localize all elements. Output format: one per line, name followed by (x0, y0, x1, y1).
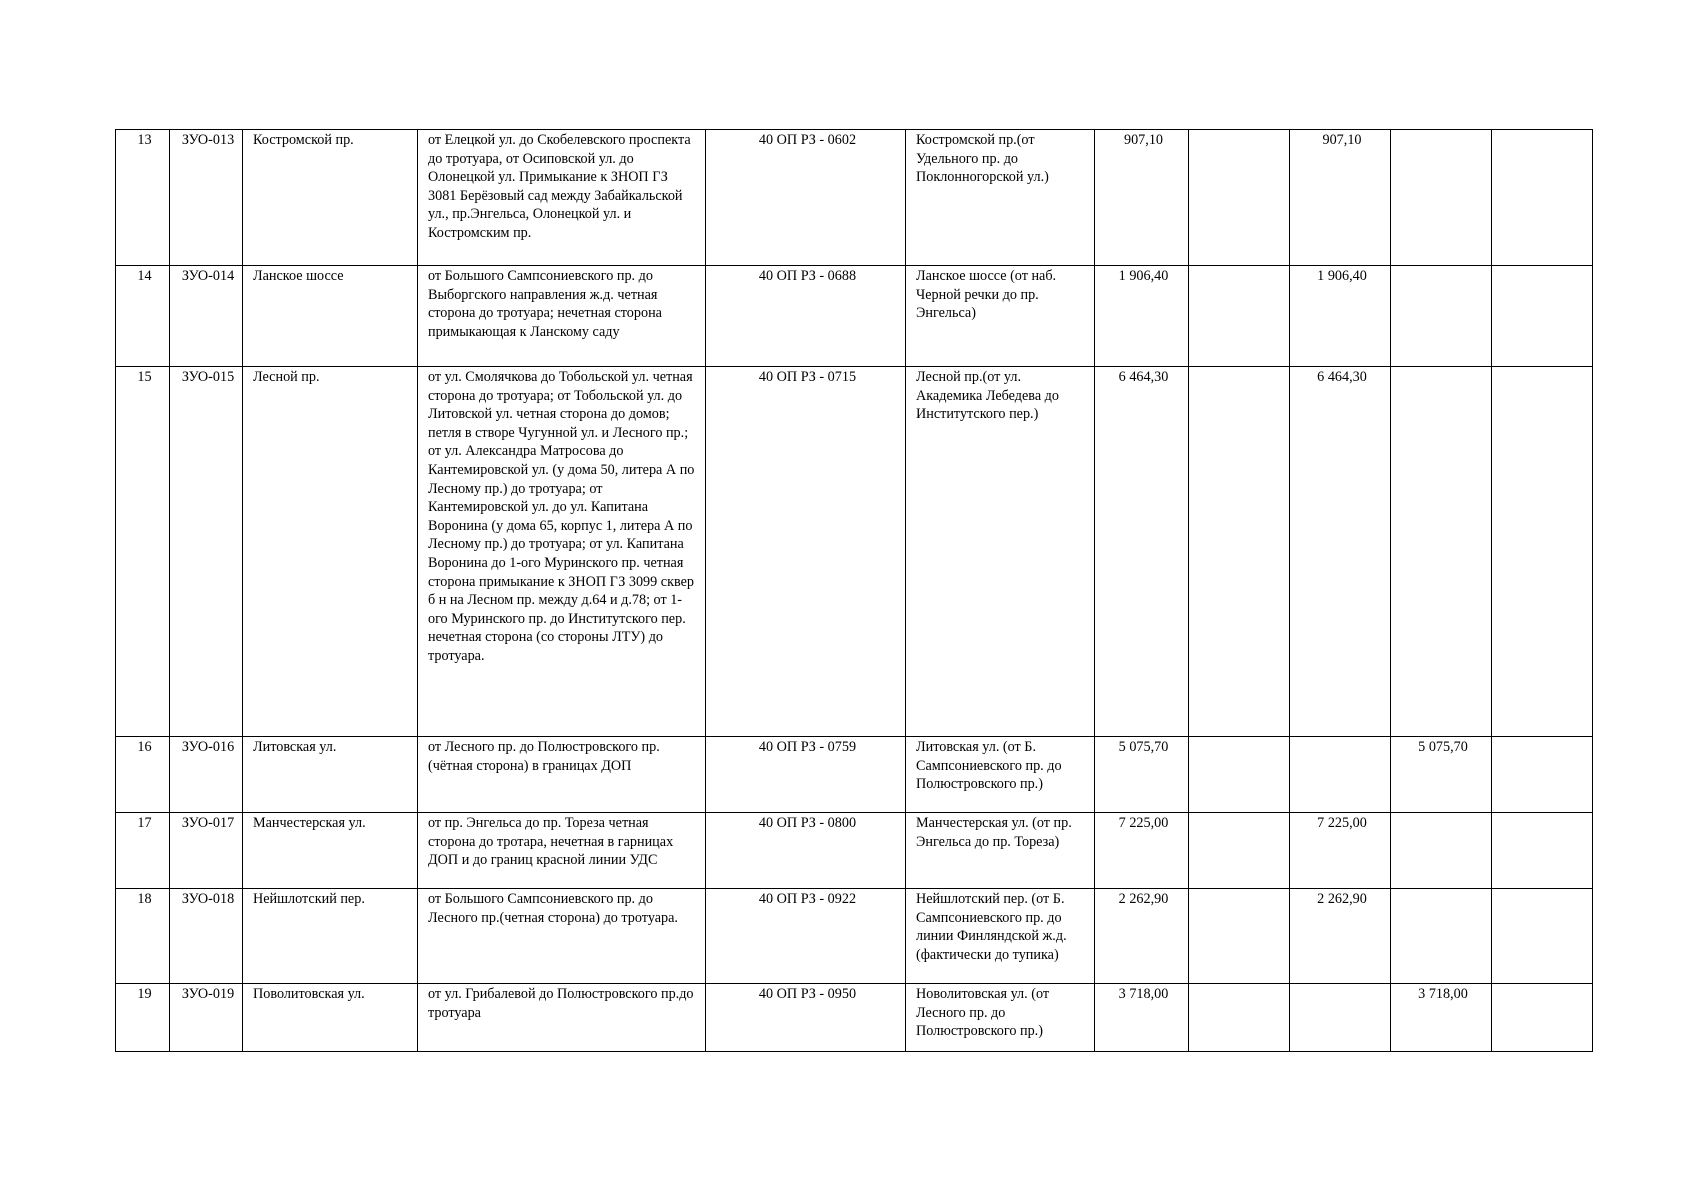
street-name-cell: Поволитовская ул. (243, 984, 418, 1052)
value-column-4-cell (1492, 813, 1593, 889)
length-cell: 3 718,00 (1095, 984, 1189, 1052)
street-name-cell: Лесной пр. (243, 367, 418, 737)
value-column-2-cell (1290, 984, 1391, 1052)
registry-number-cell: 40 ОП РЗ - 0950 (706, 984, 906, 1052)
value-column-3-cell: 3 718,00 (1391, 984, 1492, 1052)
length-cell: 2 262,90 (1095, 889, 1189, 984)
value-column-1-cell (1189, 130, 1290, 266)
registry-road-name-cell: Костромской пр.(от Удельного пр. до Поклонногорской ул.) (906, 130, 1095, 266)
row-number-cell: 14 (116, 266, 170, 367)
table-body (116, 130, 1593, 1052)
registry-road-name-cell: Ланское шоссе (от наб. Черной речки до пр. Энгельса) (906, 266, 1095, 367)
registry-number-cell: 40 ОП РЗ - 0922 (706, 889, 906, 984)
registry-number-cell: 40 ОП РЗ - 0688 (706, 266, 906, 367)
value-column-4-cell (1492, 737, 1593, 813)
object-code-cell: ЗУО-018 (170, 889, 243, 984)
value-column-2-cell (1290, 737, 1391, 813)
value-column-2-cell: 907,10 (1290, 130, 1391, 266)
value-column-2-cell: 2 262,90 (1290, 889, 1391, 984)
object-code-cell: ЗУО-017 (170, 813, 243, 889)
table-row (116, 367, 1593, 737)
section-description-cell: от пр. Энгельса до пр. Тореза четная сторона до тротара, нечетная в гарницах ДОП и до границ красной линии УДС (418, 813, 706, 889)
value-column-4-cell (1492, 266, 1593, 367)
registry-road-name-cell: Новолитовская ул. (от Лесного пр. до Полюстровского пр.) (906, 984, 1095, 1052)
section-description-cell: от ул. Смолячкова до Тобольской ул. четная сторона до тротуара; от Тобольской ул. до Литовской ул. четная сторона до домов; петля в створе Чугунной ул. и Лесного пр.; от ул. Александра Матросова до Кантемировской ул. (у дома 50, литера А по Лесному пр.) до тротуара; от Кантемировской ул. до ул. Капитана Воронина (у дома 65, корпус 1, литера А по Лесному пр.) до тротуара; от ул. Капитана Воронина до 1-ого Муринского пр. четная сторона примыкание к ЗНОП ГЗ 3099 сквер б н на Лесном пр. между д.64 и д.78; от 1-ого Муринского пр. до Институтского пер. нечетная сторона (со стороны ЛТУ) до тротуара. (418, 367, 706, 737)
registry-road-name-cell: Лесной пр.(от ул. Академика Лебедева до Институтского пер.) (906, 367, 1095, 737)
value-column-3-cell (1391, 367, 1492, 737)
row-number-cell: 18 (116, 889, 170, 984)
registry-number-cell: 40 ОП РЗ - 0759 (706, 737, 906, 813)
object-code-cell: ЗУО-019 (170, 984, 243, 1052)
section-description-cell: от Большого Сампсониевского пр. до Лесного пр.(четная сторона) до тротуара. (418, 889, 706, 984)
value-column-3-cell (1391, 813, 1492, 889)
section-description-cell: от ул. Грибалевой до Полюстровского пр.до тротуара (418, 984, 706, 1052)
registry-road-name-cell: Литовская ул. (от Б. Сампсониевского пр. до Полюстровского пр.) (906, 737, 1095, 813)
street-name-cell: Нейшлотский пер. (243, 889, 418, 984)
object-code-cell: ЗУО-013 (170, 130, 243, 266)
length-cell: 1 906,40 (1095, 266, 1189, 367)
street-name-cell: Литовская ул. (243, 737, 418, 813)
value-column-4-cell (1492, 984, 1593, 1052)
street-name-cell: Ланское шоссе (243, 266, 418, 367)
registry-road-name-cell: Манчестерская ул. (от пр. Энгельса до пр. Тореза) (906, 813, 1095, 889)
value-column-2-cell: 7 225,00 (1290, 813, 1391, 889)
value-column-1-cell (1189, 889, 1290, 984)
value-column-3-cell (1391, 266, 1492, 367)
row-number-cell: 13 (116, 130, 170, 266)
registry-number-cell: 40 ОП РЗ - 0715 (706, 367, 906, 737)
section-description-cell: от Большого Сампсониевского пр. до Выборгского направления ж.д. четная сторона до тротуара; нечетная сторона примыкающая к Ланскому саду (418, 266, 706, 367)
row-number-cell: 17 (116, 813, 170, 889)
value-column-1-cell (1189, 813, 1290, 889)
object-code-cell: ЗУО-015 (170, 367, 243, 737)
object-code-cell: ЗУО-016 (170, 737, 243, 813)
value-column-3-cell: 5 075,70 (1391, 737, 1492, 813)
table-row (116, 984, 1593, 1052)
table-row (116, 813, 1593, 889)
value-column-4-cell (1492, 367, 1593, 737)
street-name-cell: Манчестерская ул. (243, 813, 418, 889)
section-description-cell: от Елецкой ул. до Скобелевского проспекта до тротуара, от Осиповской ул. до Олонецкой ул. Примыкание к ЗНОП ГЗ 3081 Берёзовый сад между Забайкальской ул., пр.Энгельса, Олонецкой ул. и Костромским пр. (418, 130, 706, 266)
value-column-3-cell (1391, 130, 1492, 266)
length-cell: 7 225,00 (1095, 813, 1189, 889)
length-cell: 6 464,30 (1095, 367, 1189, 737)
street-name-cell: Костромской пр. (243, 130, 418, 266)
registry-road-name-cell: Нейшлотский пер. (от Б. Сампсониевского пр. до линии Финляндской ж.д. (фактически до тупика) (906, 889, 1095, 984)
row-number-cell: 16 (116, 737, 170, 813)
value-column-2-cell: 6 464,30 (1290, 367, 1391, 737)
row-number-cell: 15 (116, 367, 170, 737)
length-cell: 907,10 (1095, 130, 1189, 266)
table-row (116, 266, 1593, 367)
table-row (116, 130, 1593, 266)
value-column-1-cell (1189, 367, 1290, 737)
value-column-1-cell (1189, 737, 1290, 813)
registry-number-cell: 40 ОП РЗ - 0800 (706, 813, 906, 889)
value-column-4-cell (1492, 130, 1593, 266)
table-row (116, 737, 1593, 813)
value-column-1-cell (1189, 984, 1290, 1052)
row-number-cell: 19 (116, 984, 170, 1052)
table-row (116, 889, 1593, 984)
registry-number-cell: 40 ОП РЗ - 0602 (706, 130, 906, 266)
value-column-4-cell (1492, 889, 1593, 984)
road-registry-table (115, 129, 1593, 1052)
value-column-1-cell (1189, 266, 1290, 367)
section-description-cell: от Лесного пр. до Полюстровского пр. (чётная сторона) в границах ДОП (418, 737, 706, 813)
value-column-2-cell: 1 906,40 (1290, 266, 1391, 367)
value-column-3-cell (1391, 889, 1492, 984)
object-code-cell: ЗУО-014 (170, 266, 243, 367)
length-cell: 5 075,70 (1095, 737, 1189, 813)
